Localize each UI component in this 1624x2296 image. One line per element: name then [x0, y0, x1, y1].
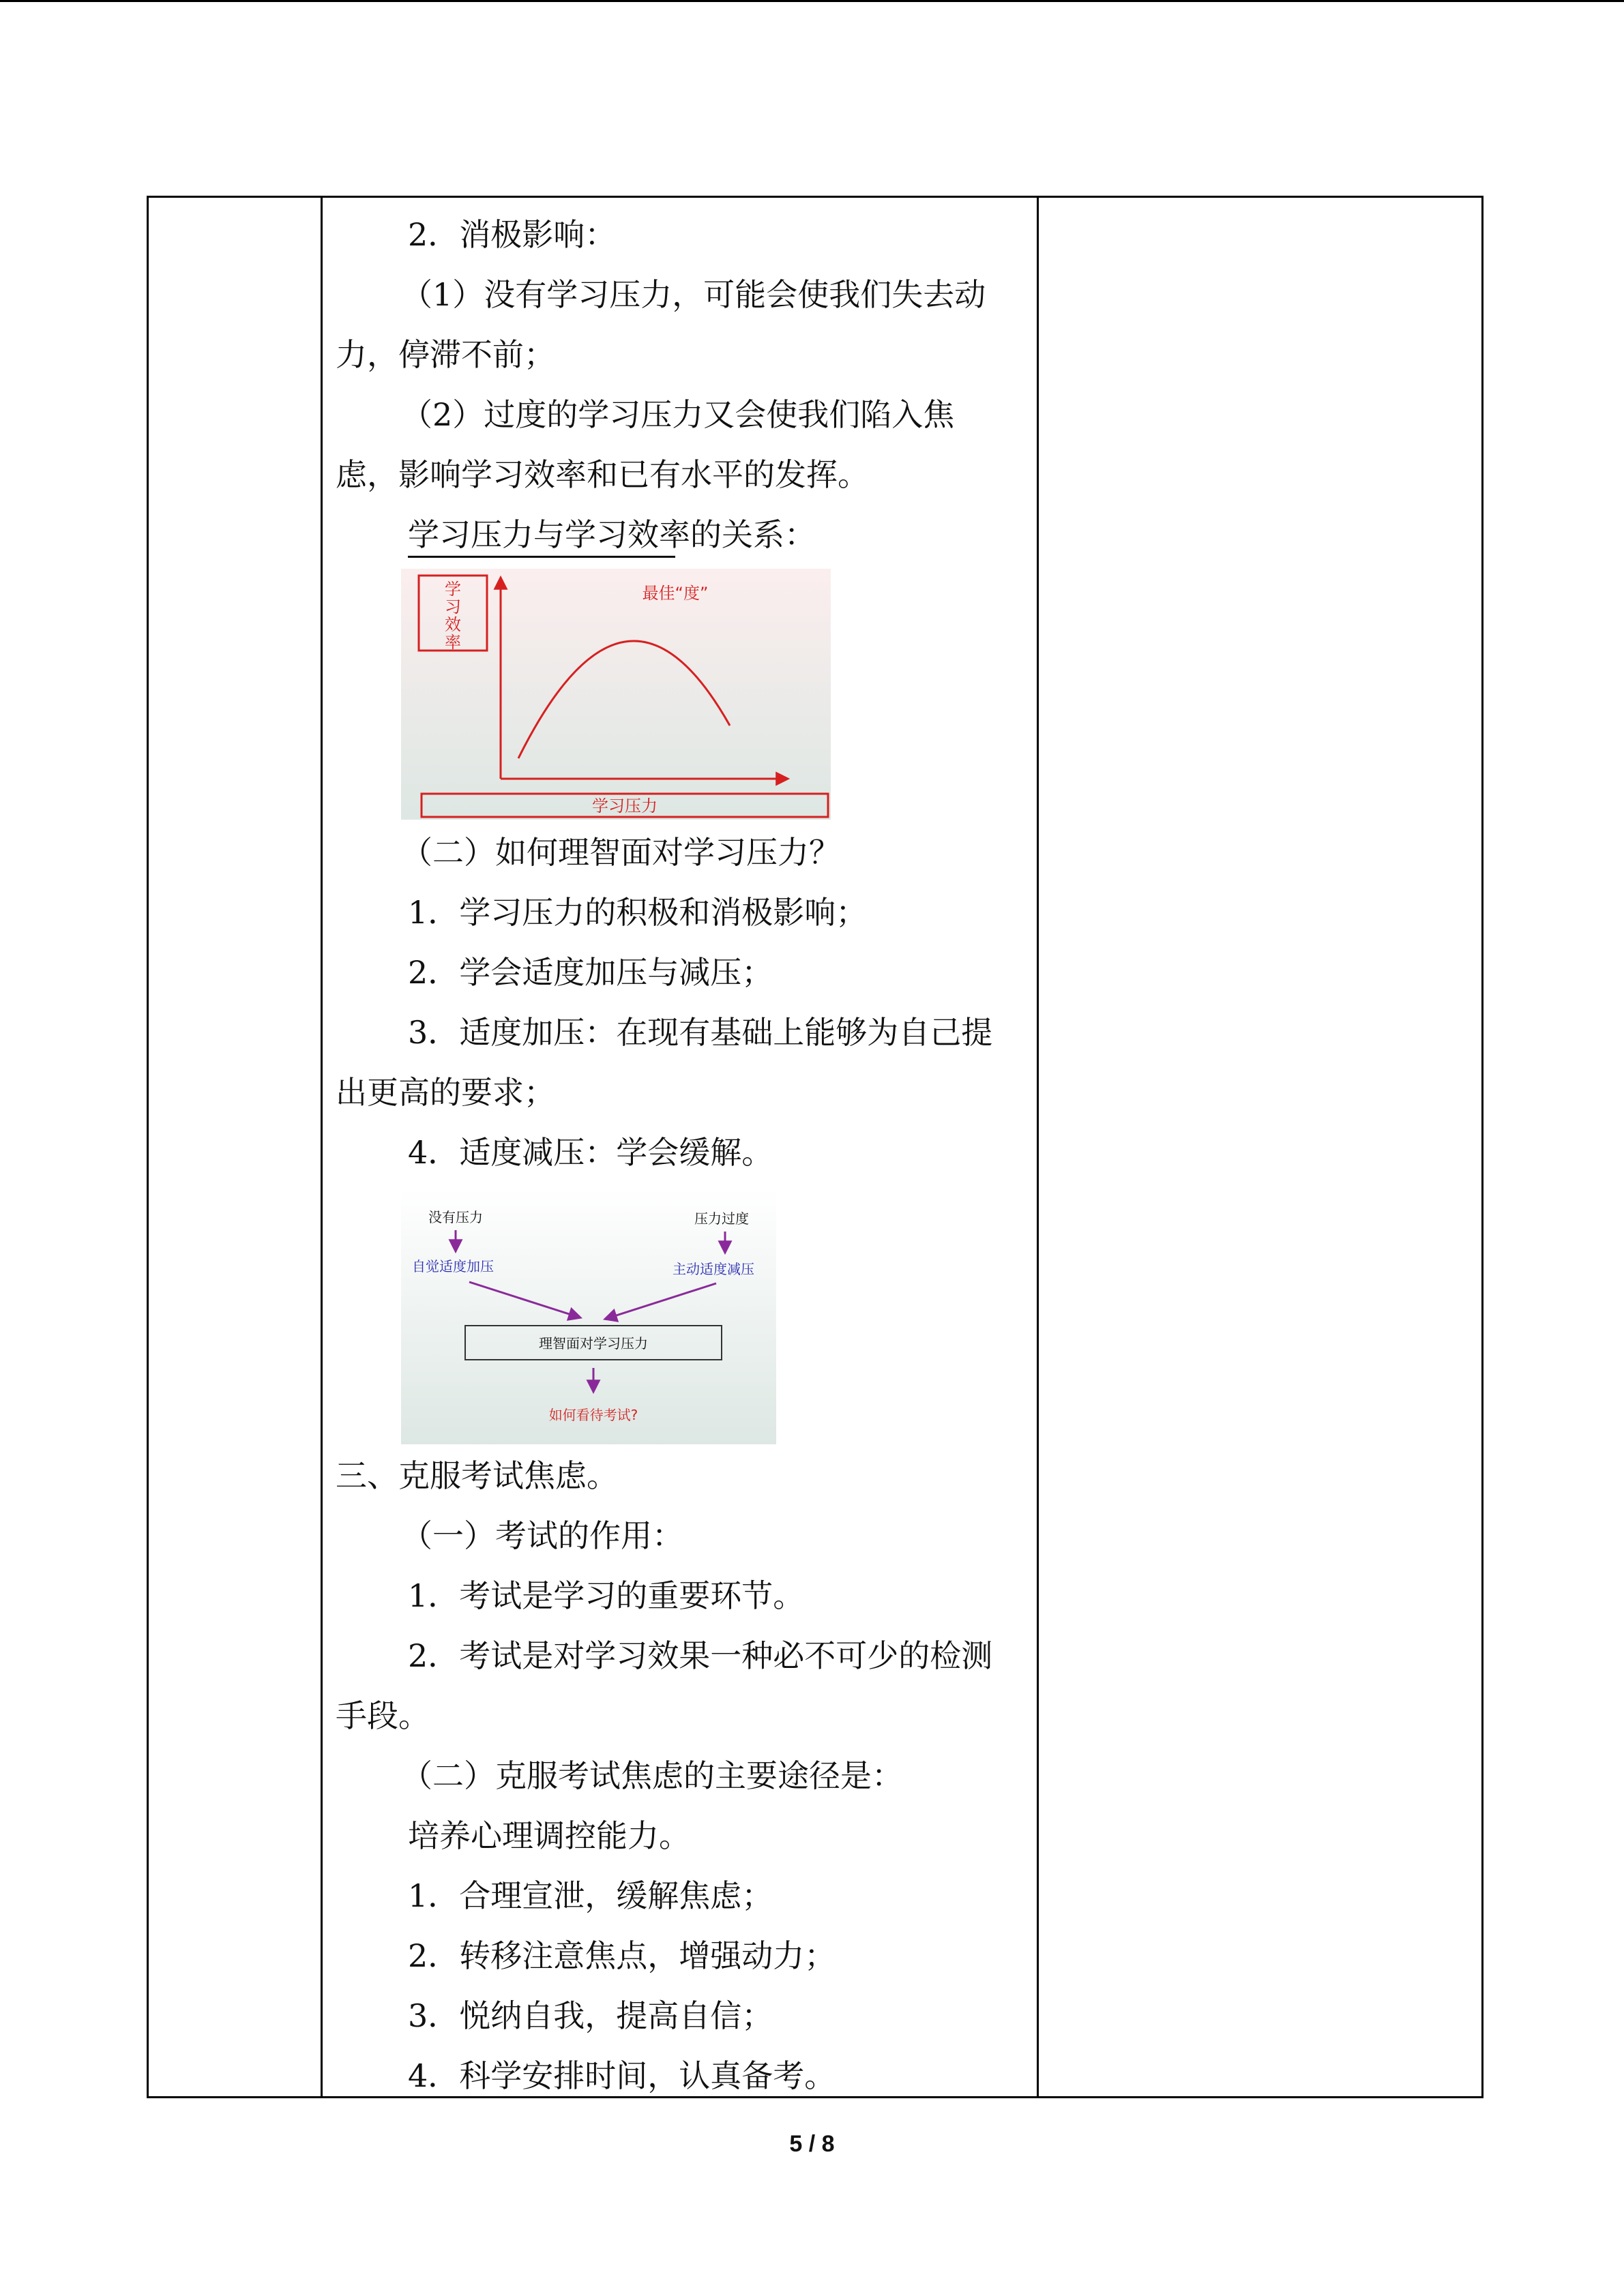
y-label-char: 率	[445, 633, 461, 652]
underlined-heading: 学习压力与学习效率的关系：	[408, 505, 816, 565]
table-column-divider-1	[321, 196, 323, 2098]
text-line: 虑，影响学习效率和已有水平的发挥。	[336, 456, 869, 493]
text-line: （二）克服考试焦虑的主要途径是：	[401, 1757, 903, 1794]
x-label: 学习压力	[592, 796, 658, 816]
figure-background	[401, 569, 831, 820]
text-line: 力，停滞不前；	[336, 336, 555, 373]
text-line: 2．转移注意焦点，增强动力；	[408, 1937, 836, 1974]
left-action-label: 自觉适度加压	[412, 1258, 494, 1274]
y-label-char: 习	[445, 597, 461, 616]
left-top-label: 没有压力	[428, 1209, 483, 1225]
text-line: 1．学习压力的积极和消极影响；	[408, 894, 868, 931]
peak-label: 最佳“度”	[642, 584, 709, 603]
text-line: 2．消极影响：	[408, 216, 617, 253]
table-column-divider-2	[1037, 196, 1039, 2098]
text-line: 1．考试是学习的重要环节。	[408, 1577, 805, 1614]
right-action-label: 主动适度减压	[673, 1261, 754, 1277]
text-line: 4．科学安排时间，认真备考。	[408, 2057, 836, 2094]
text-line: 培养心理调控能力。	[408, 1817, 690, 1854]
text-line: 2．学会适度加压与减压；	[408, 954, 773, 991]
section-heading: 三、克服考试焦虑。	[336, 1457, 618, 1494]
right-top-label: 压力过度	[694, 1210, 749, 1227]
pressure-coping-figure	[401, 1188, 776, 1444]
text-line: 3．适度加压：在现有基础上能够为自己提	[408, 1014, 993, 1051]
text-line: 3．悦纳自我，提高自信；	[408, 1997, 773, 2034]
text-line: 4．适度减压：学会缓解。	[408, 1134, 773, 1171]
text-line: 2．考试是对学习效果一种必不可少的检测	[408, 1637, 993, 1674]
page-number: 5 / 8	[789, 2131, 835, 2157]
text-line: 手段。	[336, 1697, 430, 1734]
y-label-char: 学	[445, 580, 461, 599]
pressure-coping-svg	[401, 1188, 776, 1444]
pressure-efficiency-figure	[401, 569, 831, 820]
lesson-content-cell	[336, 205, 1024, 2106]
text-line: （2）过度的学习压力又会使我们陷入焦	[401, 396, 955, 433]
text-line: 1．合理宣泄，缓解焦虑；	[408, 1877, 773, 1914]
text-line	[336, 505, 1024, 565]
text-line: 出更高的要求；	[336, 1074, 555, 1111]
text-line: （一）考试的作用：	[401, 1517, 683, 1554]
pressure-efficiency-svg	[401, 569, 831, 820]
text-line: （1）没有学习压力，可能会使我们失去动	[401, 276, 986, 313]
bottom-label: 如何看待考试?	[548, 1407, 638, 1423]
top-border-line	[0, 0, 1624, 2]
center-box-label: 理智面对学习压力	[539, 1335, 648, 1352]
text-line: （二）如何理智面对学习压力？	[401, 834, 840, 871]
y-label-char: 效	[445, 615, 461, 634]
